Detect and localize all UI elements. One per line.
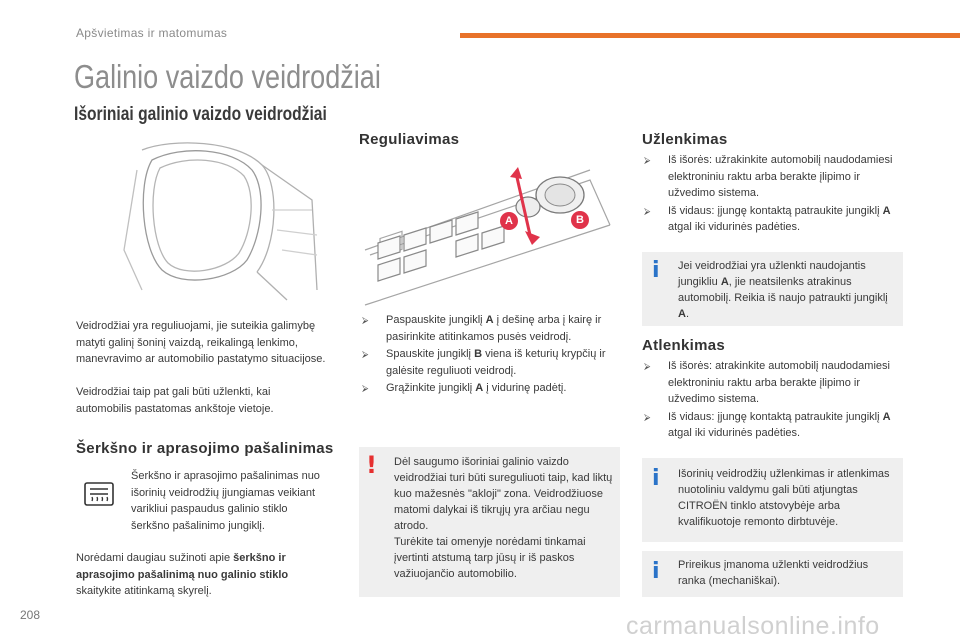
label-b-badge: B — [571, 211, 589, 229]
page-subtitle: Išoriniai galinio vaizdo veidrodžiai — [74, 104, 327, 125]
warning-text-2: Turėkite tai omenyje norėdami tinkamai įvertinti atstumą tarp jūsų ir iš paskos važiuojančio automobilio. — [394, 536, 586, 580]
info-text-fold: Jei veidrodžiai yra užlenkti naudojantis jungikliu A, jie neatsilenks atrakinus automobilį. Reikia iš naujo patraukti jungiklį A. — [678, 260, 888, 320]
list-item: ⮚ Paspauskite jungiklį A į dešinę arba į kairę ir pasirinkite atitinkamos pusės veidrodį. — [362, 314, 602, 343]
defrost-more-info: Norėdami daugiau sužinoti apie šerkšno ir aprasojimo pašalinimą nuo galinio stiklo skaitykite atitinkamą skyrelį. — [76, 552, 289, 597]
info-icon: i — [652, 466, 660, 491]
list-item: ⮚ Iš išorės: atrakinkite automobilį naudodamiesi elektroniniu raktu arba berakte įlipimo ir užvedimo sistema. — [644, 360, 890, 405]
info-icon: i — [652, 559, 660, 584]
bullet-marker: ⮚ — [362, 315, 369, 325]
bullet-marker: ⮚ — [362, 383, 369, 393]
intro-paragraph-1: Veidrodžiai yra reguliuojami, jie suteikia galimybę matyti galinį šoninį vaizdą, reikalingą lenkimo, manevravimo ar automobilio pastatymo situacijose. — [76, 320, 326, 365]
info-text-manual: Prireikus įmanoma užlenkti veidrodžius ranka (mechaniškai). — [678, 559, 869, 587]
page-number: 208 — [20, 608, 41, 622]
rear-defrost-icon — [84, 482, 114, 506]
info-box-manual — [642, 551, 903, 597]
defrost-text: Šerkšno ir aprasojimo pašalinimas nuo išorinių veidrodžių įjungiamas veikiant varikliui paspaudus galinio stiklo šerkšno pašalinimo jungiklį. — [131, 470, 320, 532]
list-item: ⮚ Iš išorės: užrakinkite automobilį naudodamiesi elektroniniu raktu arba berakte įlipimo ir užvedimo sistema. — [644, 154, 893, 199]
fold-bullets — [642, 152, 904, 237]
warning-box — [359, 447, 620, 597]
bullet-marker: ⮚ — [644, 411, 651, 422]
unfold-heading: Atlenkimas — [642, 337, 726, 354]
unfold-bullets — [642, 358, 904, 443]
intro-paragraph-2: Veidrodžiai taip pat gali būti užlenkti, kai automobilis pastatomas ankštoje vietoje. — [76, 386, 274, 415]
list-item: ⮚ Iš vidaus: įjungę kontaktą patraukite jungiklį A atgal iki vidurinės padėties. — [644, 410, 891, 439]
defrost-heading: Šerkšno ir aprasojimo pašalinimas — [76, 440, 334, 457]
mirror-control-illustration — [360, 165, 620, 310]
warning-icon: ! — [366, 451, 377, 479]
bullet-marker: ⮚ — [644, 361, 651, 371]
info-box-fold — [642, 252, 903, 326]
warning-text-1: Dėl saugumo išoriniai galinio vaizdo veidrodžiai turi būti sureguliuoti taip, kad liktų kuo mažesnės "akloji" zona. Veidrodžiuose matomi dalykai iš tikrųjų yra arčiau negu atrodo. — [394, 456, 613, 532]
adjust-bullets — [360, 312, 622, 398]
label-a-badge: A — [500, 212, 518, 230]
side-mirror-illustration — [112, 140, 322, 305]
info-box-remote — [642, 458, 903, 542]
list-item: ⮚ Iš vidaus: įjungę kontaktą patraukite jungiklį A atgal iki vidurinės padėties. — [644, 204, 891, 233]
watermark: carmanualsonline.info — [626, 612, 880, 640]
info-icon: i — [652, 258, 660, 283]
list-item: ⮚ Grąžinkite jungiklį A į vidurinę padėtį. — [360, 380, 622, 397]
bullet-marker: ⮚ — [362, 349, 369, 359]
adjust-heading: Reguliavimas — [359, 131, 460, 148]
bullet-marker: ⮚ — [644, 205, 651, 216]
fold-heading: Užlenkimas — [642, 131, 728, 148]
bullet-marker: ⮚ — [644, 155, 651, 165]
header-accent-bar — [460, 33, 960, 38]
section-label: Apšvietimas ir matomumas — [76, 26, 228, 40]
info-text-remote: Išorinių veidrodžių užlenkimas ir atlenkimas nuotoliniu valdymu gali būti atjungtas CITROËN tinklo atstovybėje arba kvalifikuotoje remonto dirbtuvėje. — [678, 468, 890, 528]
list-item: ⮚ Spauskite jungiklį B viena iš keturių krypčių ir galėsite reguliuoti veidrodį. — [362, 348, 606, 377]
page-title: Galinio vaizdo veidrodžiai — [74, 58, 381, 95]
